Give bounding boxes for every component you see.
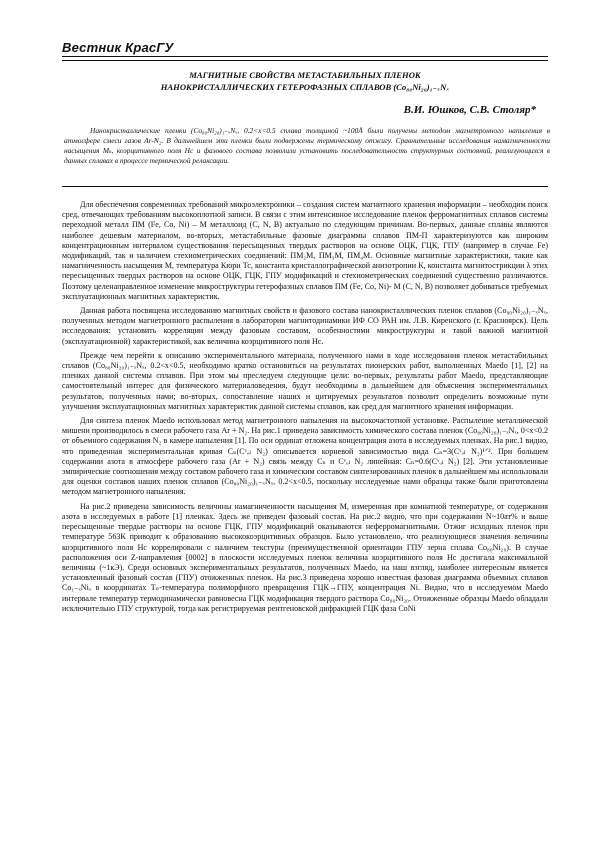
body-paragraph: Для обеспечения современных требований микроэлектроники – создания систем магнитного хранения информации – необходим поиск сред, отвечающих требованиям высокоплотной записи. В связи с этим интенсивное исследование пленок ферромагнитных сплавов системы переходной металл ПМ (Fe, Co, Ni) – М металлоид (C, N, B) актуально по следующим причинам. Во-первых, данные сплавы являются наиболее дешевым материалом, во-вторых, метастабильные фазовые диаграммы сплавов ПМ-П характеризуются как широким концентрационным интервалом существования пересыщенных твердых растворов на основе ОЦК, ГЦК, ГПУ (например в случае Fe) модификаций, так и наличием стехиометрических соединений: ПМ₂М, ПМ₃М, ПМ₄М. Основные магнитные характеристики, такие как намагниченность насыщения М, температура Кюри Тс, константа кристаллографической анизотропии К, константа магнитострикции λ этих пересыщенных твердых растворов на основе ОЦК, ГЦК, ГПУ модификаций и стехиометрических соединений существенно различаются. Поэтому целенаправленное изменение микроструктуры гетерофазных сплавов ПМ (Fe, Co, Ni)- М (C, N, B) позволяет добиваться требуемых эксплуатационных магнитных характеристик. bbox=[62, 200, 548, 301]
body-paragraph: Прежде чем перейти к описанию экспериментального материала, полученного нами в ходе исследования пленок метастабильных сплавов (Co₈₀Ni₂₀)₁₋ₓNₓ, 0.2<x<0.5, необходимо кратко остановиться на результатах пионерских работ, выполненных Maedo [1], [2] на пленках данной системы сплавов. При этом мы преследуем следующие цели: во-первых, результаты работ Maedo, представляющие самостоятельный интерес для физического материаловедения, будут необходимы в дальнейшем для объяснения экспериментальных результатов, полученных нами; во-вторых, сопоставление наших и цитируемых результатов позволит определить возможные пути улучшения эксплуатационных магнитных характеристик данной системы сплавов, как сред для магнитного хранения информации. bbox=[62, 350, 548, 411]
title-line-1: МАГНИТНЫЕ СВОЙСТВА МЕТАСТАБИЛЬНЫХ ПЛЕНОК bbox=[189, 70, 421, 80]
header-rule-top bbox=[62, 56, 548, 57]
header-rule-bottom bbox=[62, 60, 548, 61]
body-paragraph: Данная работа посвящена исследованию магнитных свойств и фазового состава нанокристаллических пленок сплавов (Co₈₀Ni₂₀)₁₋ₓNₓ, полученных методом магнетронного распыления в лаборатории магнитодинамики ИФ СО РАН им. Л.В. Киренского (г. Красноярск). Цель исследования: установить корреляции между фазовым составом, особенностями микроструктуры и такой важной магнитной (эксплуатационной) характеристикой, как величина коэрцитивного поля Hс. bbox=[62, 306, 548, 346]
article-title bbox=[120, 70, 490, 93]
title-line-2: НАНОКРИСТАЛЛИЧЕСКИХ ГЕТЕРОФАЗНЫХ СПЛАВОВ (Co₈₀Ni₂₀)₁₋ₓNₓ bbox=[160, 81, 450, 92]
article-authors: В.И. Юшков, С.В. Столяр* bbox=[403, 104, 536, 116]
abstract: Нанокристаллические пленки (Co₈₀Ni₂₀)₁₋ₓNₓ, 0.2<x<0.5 сплава толщиной ~100Å были получены методом магнетронного напыления в атмосфере смеси газов Ar-N₂. В дальнейшем эти пленки были подвержены термическому отжигу. Сравнительные исследования намагниченности насыщения Mₛ, коэрцитивного поля Hс и фазового состава позволили установить последовательность структурных состояний, реализующихся в данных сплавах в процессе термической релаксации. bbox=[64, 126, 550, 165]
journal-title: Вестник КрасГУ bbox=[62, 40, 174, 55]
body-paragraph: Для синтеза пленок Maedo использовал метод магнетронного напыления на высокочастотной установке. Распыление металлической мишени производилось в смеси рабочего газа Ar + N₂. На рис.1 приведена зависимость химического состава пленок (Co₈₀Ni₂₀)₁₋ₓNₓ, 0<x<0.2 от объемного содержания N₂ в камере напыления [1]. По оси ординат отложена концентрация азота в исследуемых пленках. На рис.1 видно, что приведенная экспериментальная кривая Cₙ(Cᵛₒₗ N₂) описывается корневой зависимостью вида Cₙ=3(Cᵛₒₗ N₂)¹ᐟ². При большем содержании азота в атмосфере рабочего газа (Ar + N₂) связь между Cₙ и Cᵛₒₗ N₂ линейная: Cₙ=0.6(Cᵛₒₗ N₂) [2]. Эти установленные эмпирические соотношения между составом рабочего газа и химическим составом синтезированных пленок в дальнейшем мы использовали для оценки составов наших пленок сплавов (Co₈₀Ni₂₀)₁₋ₓNₓ, 0.2<x<0.5, поскольку исследуемые нами образцы также были приготовлены методом магнетронного напыления. bbox=[62, 416, 548, 497]
body-paragraph: На рис.2 приведена зависимость величины намагниченности насыщения М, измеренная при комнатной температуре, от содержания азота в исследуемых в работе [1] пленках. Здесь же приведен фазовый состав. На рис.2 видно, что при содержании N~10ат% и выше пересыщенные твердые растворы на основе ГЦК, ГПУ модификаций оказываются неферромагнитными. Отжиг исходных пленок при температуре 563К приводит к образованию высококоэрцитивных образцов. Было установлено, что реализующиеся значения величины коэрцитивного поля Hс коррелировали с наличием текстуры (преимущественной ориентации ГПУ зерна сплава Co₈₀Ni₂₀). В случае расположения оси Z-направления [0002] в плоскости исследуемых пленок величина коэрцитивного поля Hс достигала максимальной величины (~1кЭ). Среди основных экспериментальных результатов, полученных Maedo, на наш взгляд, наиболее интересным является установленный фазовый состав (ГПУ) отожженных пленок. На рис.3 приведена хорошо известная фазовая диаграмма объемных сплавов Co₁₋ₓNiₓ в координатах Tₙ-температура полиморфного превращения ГЦК→ГПУ, концентрация Ni. Видно, что в исследуемом Maedo интервале температур термодинамически равновесна ГЦК модификация твердого раствора Co₈₀Ni₂₀. Отожженные образцы Maedo обладали исключительно ГПУ структурой, тогда как регистрируемая рентгеновской дифракцией ГЦК фаза CoNi bbox=[62, 501, 548, 613]
article-body bbox=[62, 200, 548, 618]
abstract-rule bbox=[62, 186, 548, 187]
